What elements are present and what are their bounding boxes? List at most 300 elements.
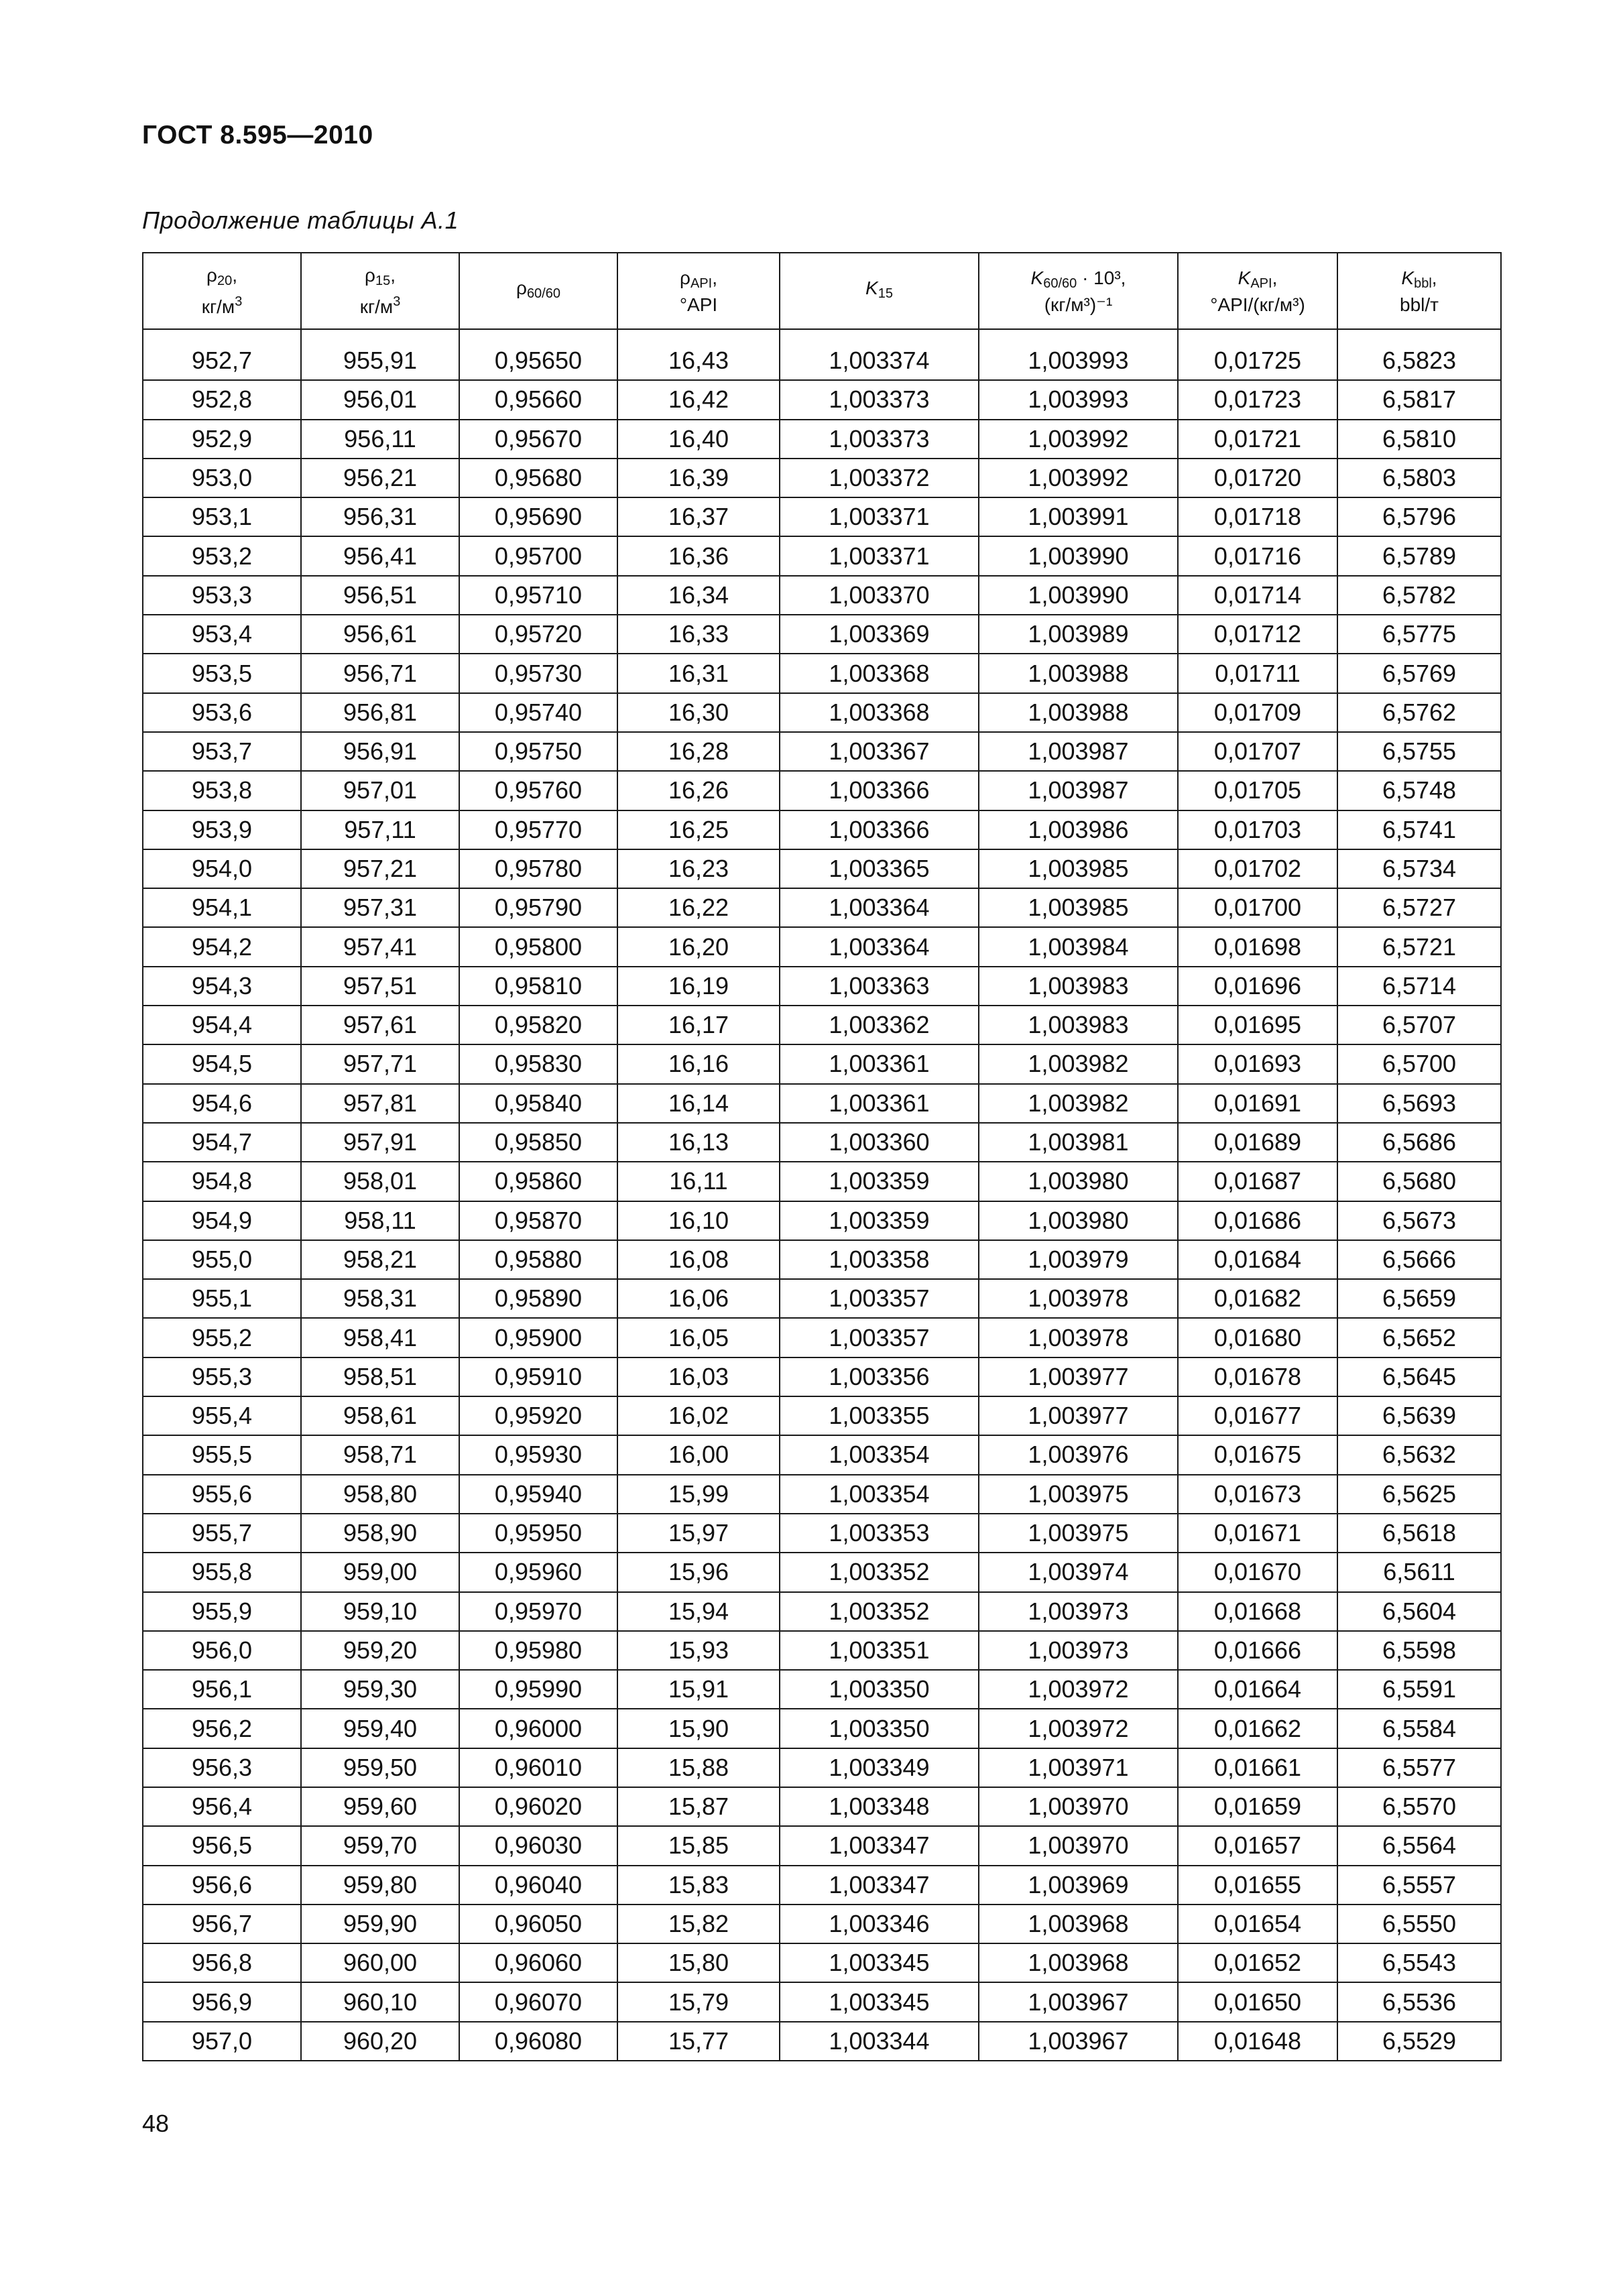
table-cell: 953,0: [143, 459, 301, 497]
table-cell: 0,01698: [1178, 927, 1337, 966]
header-symbol: K: [1401, 267, 1415, 288]
table-cell: 1,003363: [780, 967, 979, 1006]
table-row: [143, 497, 1501, 536]
table-cell: 6,5659: [1337, 1279, 1501, 1318]
table-cell: 1,003354: [780, 1475, 979, 1514]
table-row: [143, 1357, 1501, 1396]
table-cell: 16,23: [617, 849, 780, 888]
table-row: [143, 1631, 1501, 1670]
table-cell: 6,5543: [1337, 1943, 1501, 1982]
table-row: [143, 1084, 1501, 1123]
table-cell: 959,50: [301, 1748, 459, 1787]
table-cell: 0,01664: [1178, 1670, 1337, 1709]
table-cell: 1,003969: [979, 1866, 1178, 1905]
table-cell: 0,95760: [459, 771, 617, 810]
table-cell: 957,81: [301, 1084, 459, 1123]
table-cell: 16,00: [617, 1435, 780, 1474]
column-header-symbol: [780, 278, 978, 304]
table-cell: 958,51: [301, 1357, 459, 1396]
table-cell: 16,31: [617, 654, 780, 692]
table-cell: 6,5796: [1337, 497, 1501, 536]
table-row: [143, 459, 1501, 497]
table-cell: 0,01661: [1178, 1748, 1337, 1787]
table-cell: 0,95980: [459, 1631, 617, 1670]
column-header-symbol: [1338, 267, 1500, 294]
header-symbol: ρ: [680, 267, 690, 288]
header-subscript: 20: [217, 274, 233, 288]
table-cell: 16,16: [617, 1044, 780, 1083]
table-cell: 1,003988: [979, 693, 1178, 732]
table-cell: 6,5680: [1337, 1162, 1501, 1201]
table-cell: 15,94: [617, 1592, 780, 1631]
table-row: [143, 1475, 1501, 1514]
header-unit: кг/м: [359, 296, 394, 317]
table-row: [143, 1435, 1501, 1474]
table-cell: 1,003967: [979, 1982, 1178, 2021]
table-cell: 0,96050: [459, 1905, 617, 1943]
table-cell: 6,5762: [1337, 693, 1501, 732]
table-cell: 957,51: [301, 967, 459, 1006]
header-unit: (кг/м³)⁻¹: [1044, 294, 1113, 315]
header-symbol: K: [865, 278, 878, 298]
table-cell: 1,003982: [979, 1044, 1178, 1083]
table-cell: 1,003971: [979, 1748, 1178, 1787]
table-caption: Продолжение таблицы А.1: [142, 206, 459, 234]
table-row: [143, 1592, 1501, 1631]
table-row: [143, 420, 1501, 459]
table-cell: 16,34: [617, 576, 780, 615]
table-cell: 959,60: [301, 1787, 459, 1826]
table-cell: 1,003344: [780, 2022, 979, 2061]
table-cell: 6,5625: [1337, 1475, 1501, 1514]
table-cell: 16,30: [617, 693, 780, 732]
table-cell: 1,003356: [780, 1357, 979, 1396]
table-cell: 0,95830: [459, 1044, 617, 1083]
table-cell: 0,96080: [459, 2022, 617, 2061]
table-row: [143, 967, 1501, 1006]
table-cell: 0,01684: [1178, 1240, 1337, 1279]
table-cell: 1,003368: [780, 693, 979, 732]
header-unit: bbl/т: [1400, 294, 1439, 315]
table-cell: 0,95840: [459, 1084, 617, 1123]
table-cell: 6,5550: [1337, 1905, 1501, 1943]
header-subscript: 15: [878, 286, 893, 301]
table-cell: 6,5707: [1337, 1006, 1501, 1044]
table-cell: 959,30: [301, 1670, 459, 1709]
document-standard-id: ГОСТ 8.595—2010: [142, 121, 373, 149]
table-cell: 6,5584: [1337, 1709, 1501, 1748]
table-cell: 958,01: [301, 1162, 459, 1201]
spacer-cell: [979, 329, 1178, 342]
table-cell: 16,26: [617, 771, 780, 810]
table-cell: 0,95940: [459, 1475, 617, 1514]
table-row: [143, 693, 1501, 732]
column-header-unit: [979, 294, 1177, 315]
table-cell: 0,95710: [459, 576, 617, 615]
table-cell: 15,96: [617, 1553, 780, 1591]
table-cell: 6,5734: [1337, 849, 1501, 888]
column-header-3: [459, 253, 617, 329]
table-row: [143, 576, 1501, 615]
table-row: [143, 1982, 1501, 2021]
table-cell: 0,01652: [1178, 1943, 1337, 1982]
table-cell: 1,003992: [979, 459, 1178, 497]
table-cell: 15,83: [617, 1866, 780, 1905]
header-unit: °API: [679, 294, 718, 315]
table-cell: 0,01682: [1178, 1279, 1337, 1318]
table-cell: 16,08: [617, 1240, 780, 1279]
column-header-symbol: [1179, 267, 1337, 294]
table-cell: 1,003347: [780, 1866, 979, 1905]
header-tail: · 10³,: [1077, 267, 1126, 288]
table-cell: 0,01677: [1178, 1396, 1337, 1435]
table-cell: 1,003351: [780, 1631, 979, 1670]
table-cell: 0,01659: [1178, 1787, 1337, 1826]
table-cell: 1,003348: [780, 1787, 979, 1826]
table-cell: 956,81: [301, 693, 459, 732]
table-cell: 956,51: [301, 576, 459, 615]
table-cell: 6,5570: [1337, 1787, 1501, 1826]
header-subscript: 60/60: [526, 286, 560, 301]
table-cell: 1,003371: [780, 536, 979, 575]
table-cell: 953,6: [143, 693, 301, 732]
table-cell: 0,01700: [1178, 888, 1337, 927]
column-header-5: [780, 253, 979, 329]
table-cell: 956,11: [301, 420, 459, 459]
table-body: [143, 329, 1501, 2061]
table-cell: 1,003981: [979, 1123, 1178, 1162]
table-row: [143, 1787, 1501, 1826]
table-cell: 16,10: [617, 1201, 780, 1240]
table-row: [143, 849, 1501, 888]
table-cell: 956,7: [143, 1905, 301, 1943]
table-cell: 1,003371: [780, 497, 979, 536]
table-cell: 1,003984: [979, 927, 1178, 966]
table-cell: 1,003983: [979, 967, 1178, 1006]
table-cell: 958,11: [301, 1201, 459, 1240]
column-header-symbol: [618, 267, 779, 294]
table-cell: 0,01657: [1178, 1826, 1337, 1865]
table-cell: 1,003364: [780, 927, 979, 966]
table-row: [143, 1905, 1501, 1943]
table-cell: 957,0: [143, 2022, 301, 2061]
table-cell: 0,01675: [1178, 1435, 1337, 1474]
table-cell: 6,5577: [1337, 1748, 1501, 1787]
table-cell: 959,40: [301, 1709, 459, 1748]
spacer-cell: [617, 329, 780, 342]
table-cell: 956,01: [301, 380, 459, 419]
table-cell: 957,61: [301, 1006, 459, 1044]
table-cell: 6,5673: [1337, 1201, 1501, 1240]
table-cell: 1,003362: [780, 1006, 979, 1044]
table-cell: 6,5823: [1337, 342, 1501, 380]
table-cell: 15,97: [617, 1514, 780, 1553]
header-symbol: ρ: [516, 278, 527, 298]
table-cell: 1,003365: [780, 849, 979, 888]
table-cell: 6,5591: [1337, 1670, 1501, 1709]
table-cell: 0,95950: [459, 1514, 617, 1553]
table-cell: 16,05: [617, 1318, 780, 1357]
table-cell: 1,003366: [780, 810, 979, 849]
column-header-unit: [302, 292, 459, 317]
table-cell: 0,01680: [1178, 1318, 1337, 1357]
table-cell: 956,41: [301, 536, 459, 575]
table-cell: 16,13: [617, 1123, 780, 1162]
table-row: [143, 1044, 1501, 1083]
table-cell: 954,7: [143, 1123, 301, 1162]
table-cell: 954,4: [143, 1006, 301, 1044]
table-cell: 16,17: [617, 1006, 780, 1044]
header-subscript: 60/60: [1043, 276, 1077, 291]
table-cell: 1,003988: [979, 654, 1178, 692]
table-row: [143, 771, 1501, 810]
table-cell: 1,003973: [979, 1631, 1178, 1670]
table-cell: 0,01725: [1178, 342, 1337, 380]
table-cell: 1,003978: [979, 1279, 1178, 1318]
table-cell: 0,01671: [1178, 1514, 1337, 1553]
column-header-symbol: [460, 278, 617, 304]
table-cell: 0,95720: [459, 615, 617, 654]
table-cell: 1,003345: [780, 1982, 979, 2021]
table-cell: 1,003347: [780, 1826, 979, 1865]
table-cell: 956,71: [301, 654, 459, 692]
table-cell: 1,003368: [780, 654, 979, 692]
table-cell: 0,01668: [1178, 1592, 1337, 1631]
table-cell: 1,003354: [780, 1435, 979, 1474]
table-cell: 954,8: [143, 1162, 301, 1201]
table-cell: 955,9: [143, 1592, 301, 1631]
header-symbol: K: [1030, 267, 1044, 288]
table-cell: 0,95680: [459, 459, 617, 497]
table-cell: 6,5810: [1337, 420, 1501, 459]
table-row: [143, 1318, 1501, 1357]
table-cell: 16,36: [617, 536, 780, 575]
table-cell: 16,19: [617, 967, 780, 1006]
table-cell: 0,96070: [459, 1982, 617, 2021]
column-header-unit: [618, 294, 779, 315]
table-cell: 0,01689: [1178, 1123, 1337, 1162]
table-cell: 0,95740: [459, 693, 617, 732]
table-cell: 1,003986: [979, 810, 1178, 849]
table-cell: 6,5782: [1337, 576, 1501, 615]
table-row: [143, 1396, 1501, 1435]
column-header-symbol: [143, 265, 300, 292]
table-cell: 16,06: [617, 1279, 780, 1318]
table-row: [143, 1279, 1501, 1318]
table-cell: 958,80: [301, 1475, 459, 1514]
table-cell: 960,00: [301, 1943, 459, 1982]
table-cell: 958,61: [301, 1396, 459, 1435]
table-cell: 1,003990: [979, 576, 1178, 615]
table-cell: 957,41: [301, 927, 459, 966]
table-cell: 16,28: [617, 732, 780, 771]
page-number: 48: [142, 2110, 170, 2137]
table-cell: 0,95670: [459, 420, 617, 459]
table-cell: 1,003353: [780, 1514, 979, 1553]
table-cell: 0,95960: [459, 1553, 617, 1591]
table-cell: 0,95910: [459, 1357, 617, 1396]
table-cell: 958,71: [301, 1435, 459, 1474]
table-cell: 0,95800: [459, 927, 617, 966]
table-cell: 16,42: [617, 380, 780, 419]
table-cell: 6,5618: [1337, 1514, 1501, 1553]
table-cell: 953,3: [143, 576, 301, 615]
table-cell: 955,5: [143, 1435, 301, 1474]
table-cell: 956,0: [143, 1631, 301, 1670]
table-cell: 0,95920: [459, 1396, 617, 1435]
table-row: [143, 927, 1501, 966]
header-tail: ,: [390, 265, 396, 286]
table-cell: 0,95750: [459, 732, 617, 771]
table-cell: 15,79: [617, 1982, 780, 2021]
column-header-4: [617, 253, 780, 329]
table-cell: 1,003359: [780, 1162, 979, 1201]
table-cell: 0,01662: [1178, 1709, 1337, 1748]
column-header-unit: [143, 292, 300, 317]
table-cell: 957,11: [301, 810, 459, 849]
table-row: [143, 1514, 1501, 1553]
table-cell: 6,5611: [1337, 1553, 1501, 1591]
table-cell: 0,01666: [1178, 1631, 1337, 1670]
table-cell: 1,003357: [780, 1279, 979, 1318]
table-cell: 953,1: [143, 497, 301, 536]
table-row: [143, 810, 1501, 849]
table-cell: 15,80: [617, 1943, 780, 1982]
table-cell: 0,01720: [1178, 459, 1337, 497]
table-cell: 1,003992: [979, 420, 1178, 459]
table-cell: 0,95930: [459, 1435, 617, 1474]
table-row: [143, 2022, 1501, 2061]
header-symbol: ρ: [365, 265, 375, 286]
table-cell: 959,20: [301, 1631, 459, 1670]
table-cell: 0,95850: [459, 1123, 617, 1162]
table-cell: 0,01691: [1178, 1084, 1337, 1123]
table-cell: 955,8: [143, 1553, 301, 1591]
header-symbol: K: [1238, 267, 1251, 288]
table-cell: 0,01696: [1178, 967, 1337, 1006]
table-cell: 1,003970: [979, 1826, 1178, 1865]
table-cell: 954,0: [143, 849, 301, 888]
table-cell: 0,95820: [459, 1006, 617, 1044]
table-cell: 1,003361: [780, 1084, 979, 1123]
table-cell: 1,003977: [979, 1396, 1178, 1435]
table-cell: 6,5789: [1337, 536, 1501, 575]
table-cell: 0,01648: [1178, 2022, 1337, 2061]
table-cell: 955,0: [143, 1240, 301, 1279]
table-cell: 0,95860: [459, 1162, 617, 1201]
table-cell: 6,5645: [1337, 1357, 1501, 1396]
table-cell: 1,003985: [979, 849, 1178, 888]
table-cell: 6,5652: [1337, 1318, 1501, 1357]
table-cell: 1,003973: [979, 1592, 1178, 1631]
table-cell: 0,01702: [1178, 849, 1337, 888]
column-header-6: [979, 253, 1178, 329]
table-cell: 15,82: [617, 1905, 780, 1943]
table-cell: 954,1: [143, 888, 301, 927]
table-cell: 1,003366: [780, 771, 979, 810]
table-row: [143, 732, 1501, 771]
table-cell: 957,71: [301, 1044, 459, 1083]
table-cell: 1,003349: [780, 1748, 979, 1787]
table-cell: 1,003991: [979, 497, 1178, 536]
table-cell: 15,88: [617, 1748, 780, 1787]
table-cell: 6,5686: [1337, 1123, 1501, 1162]
table-row: [143, 1670, 1501, 1709]
table-cell: 1,003989: [979, 615, 1178, 654]
table-cell: 955,2: [143, 1318, 301, 1357]
table-row: [143, 615, 1501, 654]
table-cell: 16,37: [617, 497, 780, 536]
table-cell: 958,90: [301, 1514, 459, 1553]
table-cell: 956,31: [301, 497, 459, 536]
table-cell: 0,01695: [1178, 1006, 1337, 1044]
table-cell: 956,21: [301, 459, 459, 497]
spacer-cell: [1178, 329, 1337, 342]
table-cell: 0,01673: [1178, 1475, 1337, 1514]
table-cell: 1,003357: [780, 1318, 979, 1357]
spacer-cell: [143, 329, 301, 342]
table-cell: 0,01655: [1178, 1866, 1337, 1905]
table-cell: 1,003982: [979, 1084, 1178, 1123]
table-cell: 6,5755: [1337, 732, 1501, 771]
table-cell: 1,003970: [979, 1787, 1178, 1826]
table-cell: 1,003350: [780, 1709, 979, 1748]
header-symbol: ρ: [206, 265, 217, 286]
column-header-7: [1178, 253, 1337, 329]
table-row: [143, 1709, 1501, 1748]
table-cell: 1,003968: [979, 1943, 1178, 1982]
header-spacer-row: [143, 329, 1501, 342]
table-cell: 1,003361: [780, 1044, 979, 1083]
table-cell: 0,96020: [459, 1787, 617, 1826]
table-cell: 0,01687: [1178, 1162, 1337, 1201]
table-cell: 6,5748: [1337, 771, 1501, 810]
table-cell: 953,2: [143, 536, 301, 575]
table-cell: 16,14: [617, 1084, 780, 1123]
table-cell: 1,003987: [979, 771, 1178, 810]
header-tail: ,: [1431, 267, 1437, 288]
table-cell: 0,01686: [1178, 1201, 1337, 1240]
table-cell: 6,5714: [1337, 967, 1501, 1006]
table-cell: 6,5598: [1337, 1631, 1501, 1670]
table-cell: 0,01703: [1178, 810, 1337, 849]
table-cell: 956,1: [143, 1670, 301, 1709]
table-cell: 954,2: [143, 927, 301, 966]
table-cell: 956,5: [143, 1826, 301, 1865]
table-cell: 955,1: [143, 1279, 301, 1318]
table-cell: 1,003990: [979, 536, 1178, 575]
table-cell: 6,5632: [1337, 1435, 1501, 1474]
table-cell: 15,90: [617, 1709, 780, 1748]
table-cell: 0,95770: [459, 810, 617, 849]
table-cell: 16,11: [617, 1162, 780, 1201]
table-cell: 0,01709: [1178, 693, 1337, 732]
table-cell: 1,003372: [780, 459, 979, 497]
table-cell: 0,95660: [459, 380, 617, 419]
table-cell: 952,9: [143, 420, 301, 459]
table-row: [143, 1240, 1501, 1279]
table-cell: 15,77: [617, 2022, 780, 2061]
table-cell: 1,003974: [979, 1553, 1178, 1591]
table-cell: 0,96040: [459, 1866, 617, 1905]
table-cell: 0,95870: [459, 1201, 617, 1240]
column-header-unit: [1338, 294, 1500, 315]
table-cell: 1,003976: [979, 1435, 1178, 1474]
table-cell: 1,003985: [979, 888, 1178, 927]
table-cell: 0,95790: [459, 888, 617, 927]
table-cell: 956,8: [143, 1943, 301, 1982]
table-cell: 6,5769: [1337, 654, 1501, 692]
